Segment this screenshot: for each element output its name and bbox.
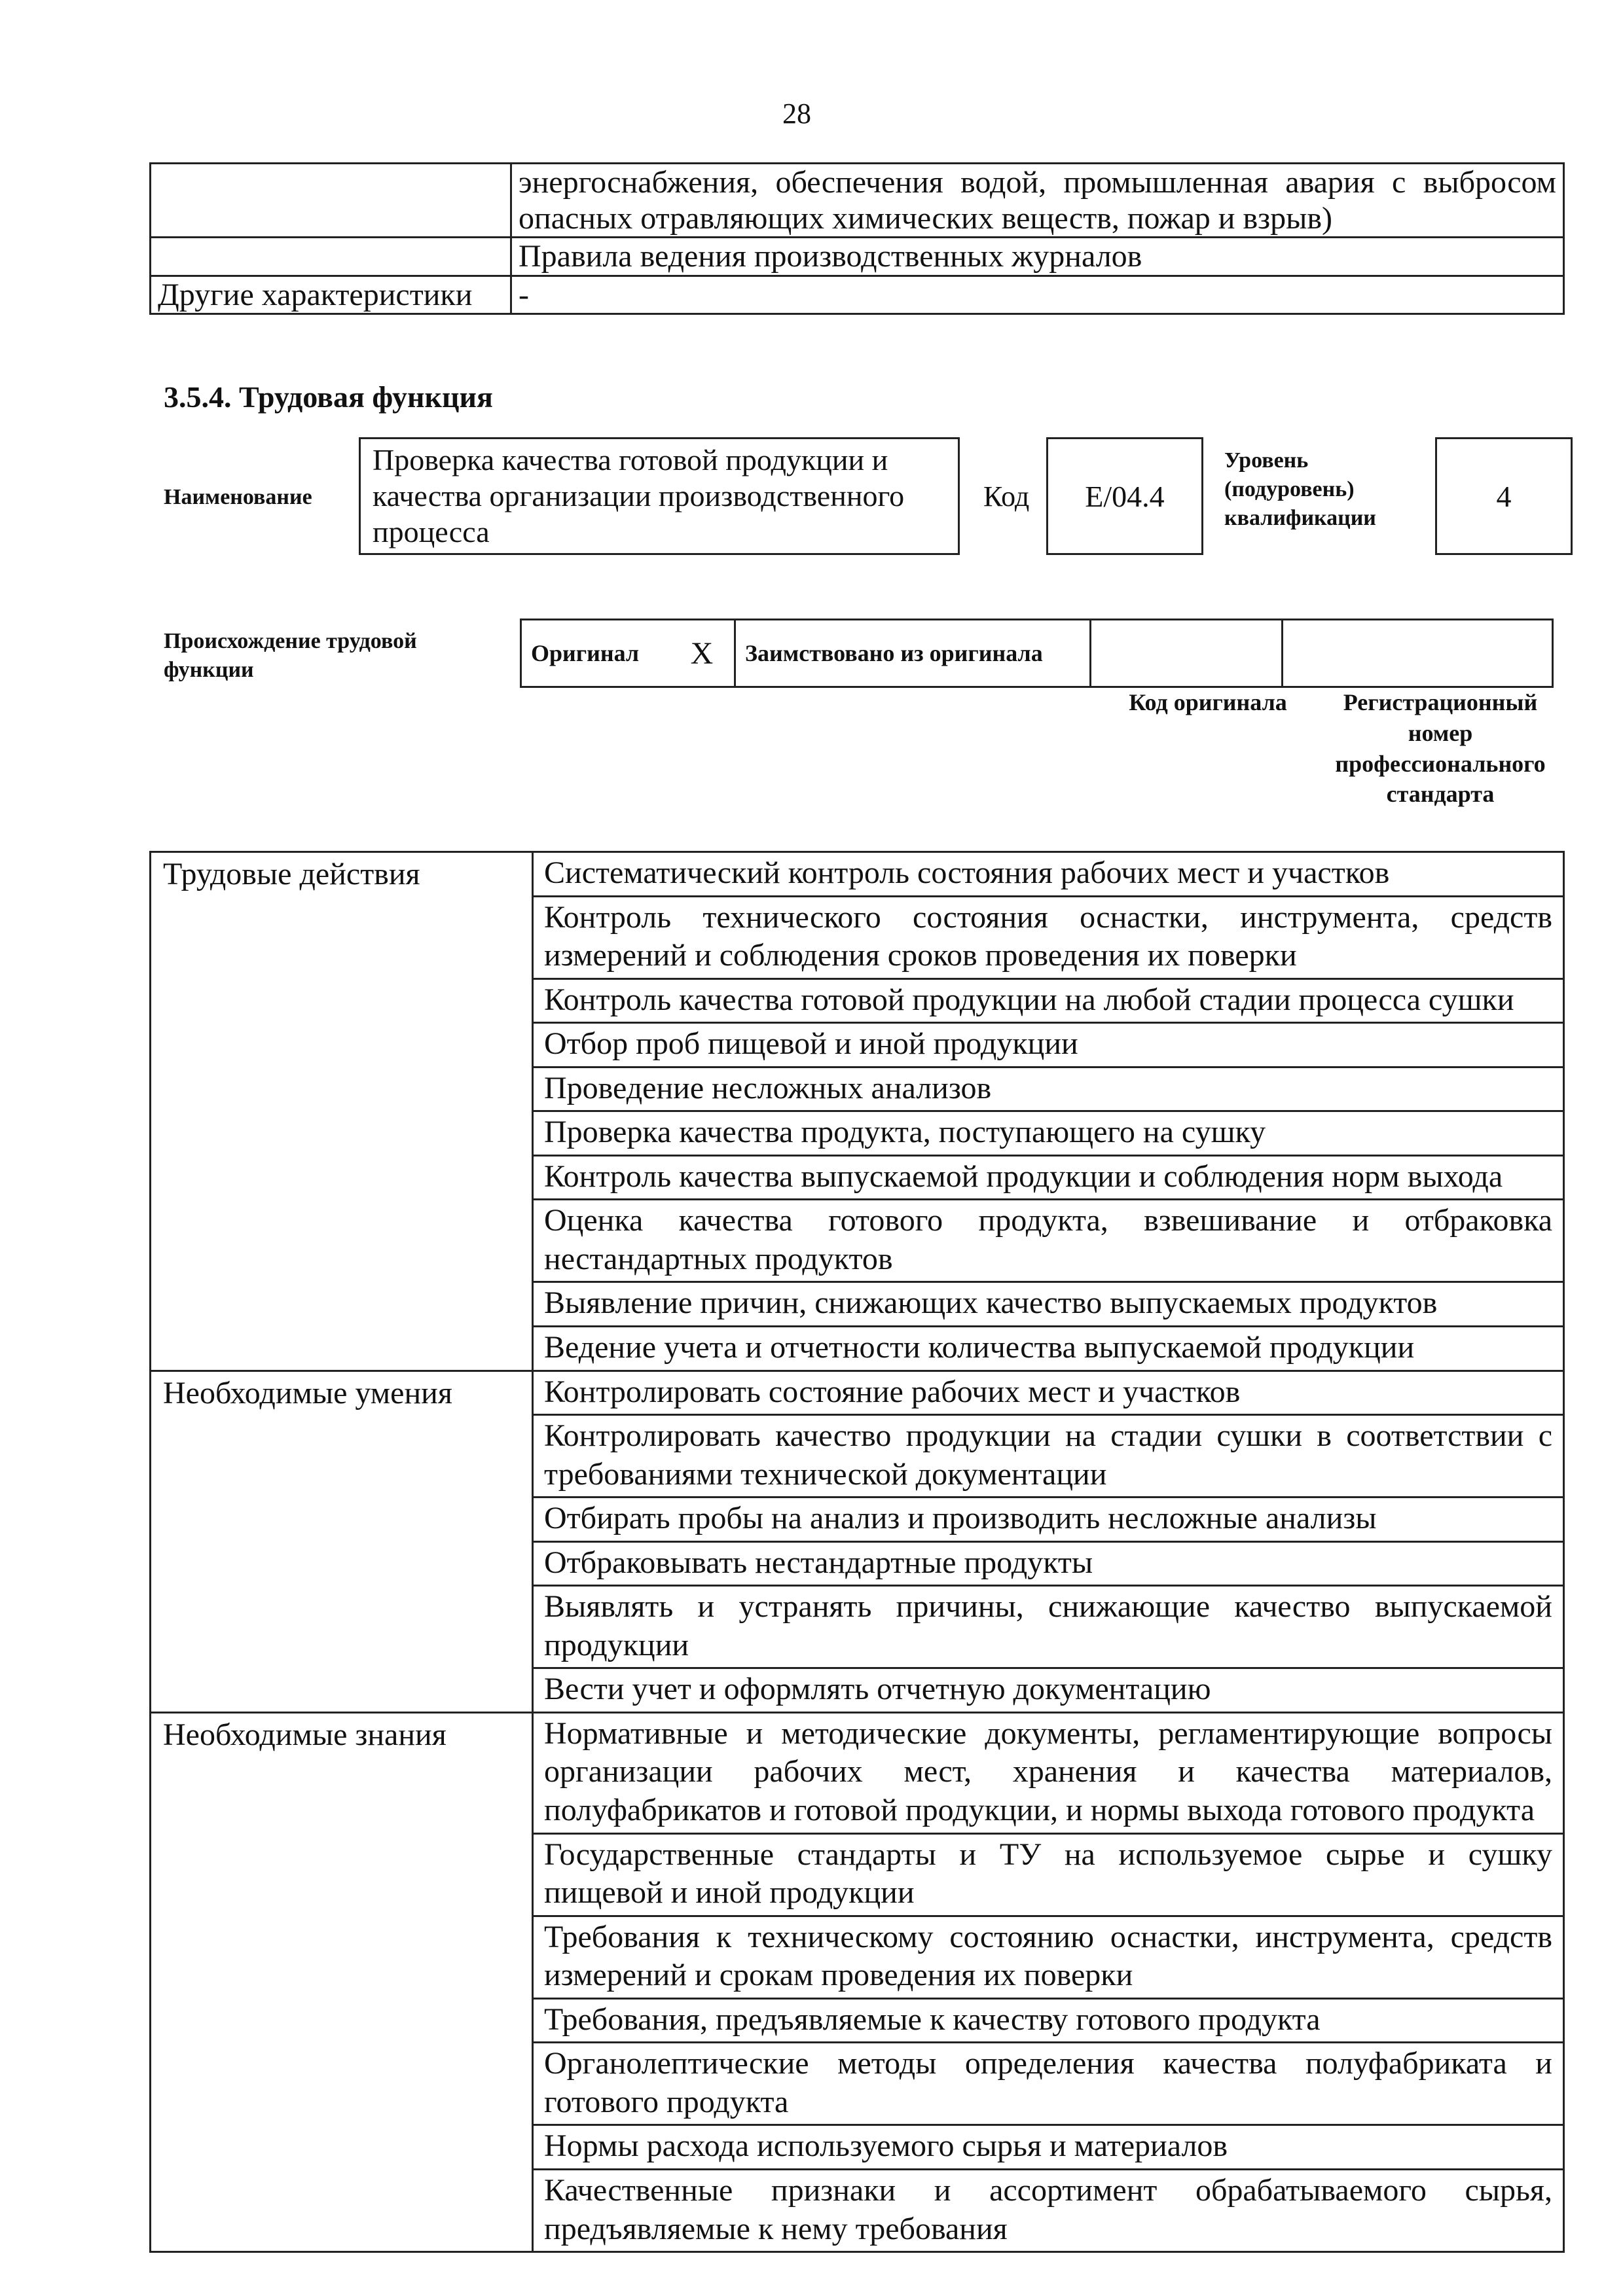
item-text: Нормы расхода используемого сырья и материалов [533,2125,1564,2170]
original-mark: X [670,620,735,687]
row-label: Другие характеристики [151,276,511,314]
item-text: Отбор проб пищевой и иной продукции [533,1023,1564,1067]
reg-number-caption: Регистрационный номер профессионального стандарта [1335,689,1546,808]
item-text: Оценка качества готового продукта, взвешивание и отбраковка нестандартных продуктов [533,1200,1564,1282]
item-text: Проверка качества продукта, поступающего на сушку [533,1111,1564,1156]
item-text: Проведение несложных анализов [533,1067,1564,1111]
table-row [151,276,1564,314]
row-label [151,164,511,238]
table-row [521,620,1553,687]
section-heading: 3.5.4. Трудовая функция [164,380,493,414]
table-row [151,164,1564,238]
item-text: Отбирать пробы на анализ и производить несложные анализы [533,1498,1564,1542]
code-label: Код [983,480,1030,512]
row-text: энергоснабжения, обеспечения водой, промышленная авария с выбросом опасных отравляющих химических веществ, пожар и взрыв) [511,164,1564,238]
table-row [151,1712,1564,1833]
function-name-box [359,437,960,555]
code-value: E/04.4 [1085,479,1165,513]
group-label: Необходимые умения [151,1371,533,1712]
table-row [151,238,1564,276]
borrowed-label: Заимствовано из оригинала [735,620,1091,687]
function-name: Проверка качества готовой продукции и качества организации производственного процесса [373,443,905,549]
table-row [151,1371,1564,1415]
group-label: Трудовые действия [151,852,533,1371]
level-value: 4 [1496,479,1512,513]
item-text: Контроль качества выпускаемой продукции и соблюдения норм выхода [533,1155,1564,1200]
original-code-caption: Код оригинала [1129,689,1287,715]
level-box [1435,437,1573,555]
origin-label: Происхождение трудовой функции [164,629,417,683]
item-text: Качественные признаки и ассортимент обрабатываемого сырья, предъявляемые к нему требования [533,2169,1564,2251]
item-text: Государственные стандарты и ТУ на используемое сырье и сушку пищевой и иной продукции [533,1833,1564,1916]
item-text: Контроль качества готовой продукции на любой стадии процесса сушки [533,978,1564,1023]
item-text: Отбраковывать нестандартные продукты [533,1541,1564,1586]
item-text: Выявление причин, снижающих качество выпускаемых продуктов [533,1282,1564,1327]
item-text: Контролировать состояние рабочих мест и участков [533,1371,1564,1415]
row-text: Правила ведения производственных журналов [511,238,1564,276]
item-text: Контроль технического состояния оснастки, инструмента, средств измерений и соблюдения сроков проведения их поверки [533,896,1564,978]
item-text: Систематический контроль состояния рабочих мест и участков [533,852,1564,897]
item-text: Ведение учета и отчетности количества выпускаемой продукции [533,1327,1564,1371]
origin-table [520,619,1554,688]
reg-number-cell [1283,620,1553,687]
group-label: Необходимые знания [151,1712,533,2251]
item-text: Контролировать качество продукции на стадии сушки в соответствии с требованиями технической документации [533,1415,1564,1498]
row-text: - [511,276,1564,314]
row-label [151,238,511,276]
code-box [1046,437,1203,555]
item-text: Требования, предъявляемые к качеству готового продукта [533,1998,1564,2043]
item-text: Вести учет и оформлять отчетную документацию [533,1668,1564,1713]
labor-function-table [149,851,1565,2253]
table-row [151,852,1564,897]
level-label: Уровень (подуровень) квалификации [1224,448,1376,531]
item-text: Выявлять и устранять причины, снижающие качество выпускаемой продукции [533,1586,1564,1668]
original-code-cell [1091,620,1283,687]
original-label: Оригинал [521,620,670,687]
item-text: Органолептические методы определения качества полуфабриката и готового продукта [533,2043,1564,2125]
item-text: Нормативные и методические документы, регламентирующие вопросы организации рабочих мест, хранения и качества материалов, полуфабрикатов и готовой продукции, и нормы выхода готового продукта [533,1712,1564,1833]
page-number: 28 [782,98,811,130]
item-text: Требования к техническому состоянию оснастки, инструмента, средств измерений и срокам проведения их поверки [533,1916,1564,1998]
name-label: Наименование [164,485,312,509]
top-continuation-table [149,162,1565,315]
